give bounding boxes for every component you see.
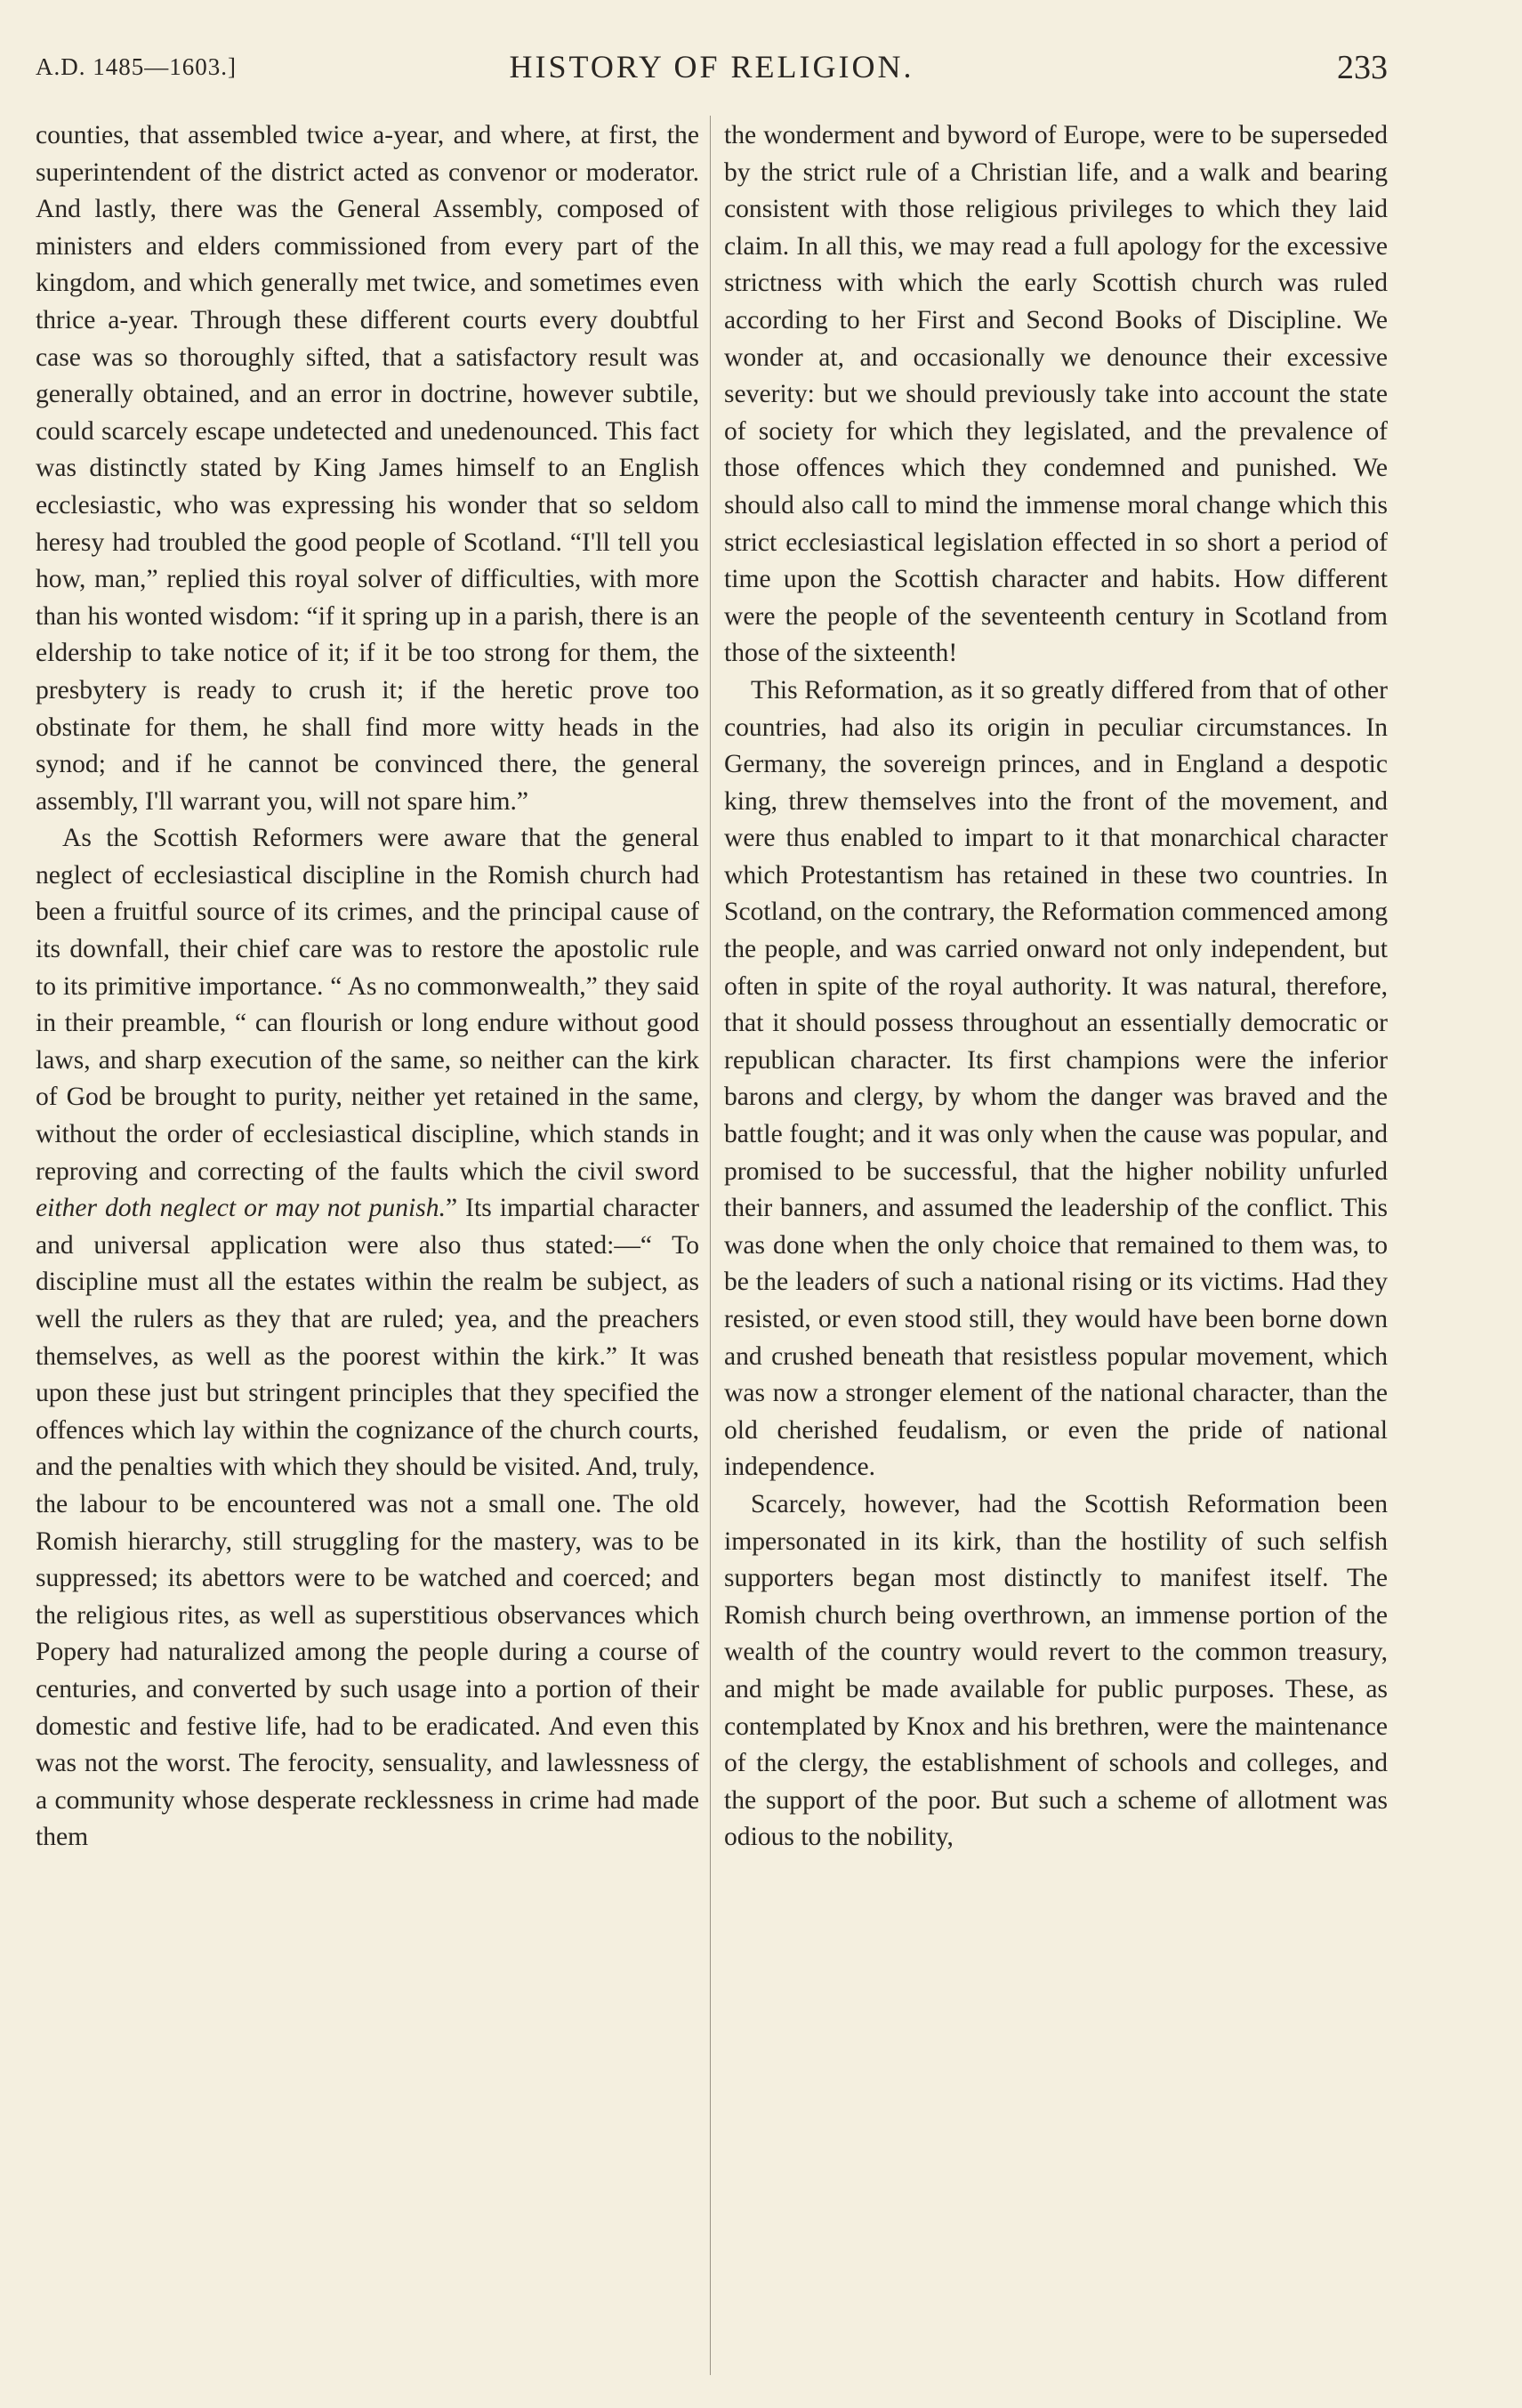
- paragraph-continued: counties, that assembled twice a-year, and where, at first, the superintendent of the district acted as convenor or moderator. And lastly, there was the General Assembly, composed of ministers and elders commissioned from every part of the kingdom, and which generally met twice, and sometimes even thrice a-year. Through these different courts every doubtful case was so thoroughly sifted, that a satisfactory result was generally obtained, and an error in doctrine, however subtile, could scarcely escape undetected and unedenounced. This fact was distinctly stated by King James himself to an English ecclesiastic, who was expressing his wonder that so seldom heresy had troubled the good people of Scotland. “I'll tell you how, man,” replied this royal solver of difficulties, with more than his wonted wisdom: “if it spring up in a parish, there is an eldership to take notice of it; if it be too strong for them, the presbytery is ready to crush it; if the heretic prove too obstinate for them, he shall find more witty heads in the synod; and if he cannot be convinced there, the general assembly, I'll warrant you, will not spare him.”: [36, 121, 699, 816]
- paragraph-origin: This Reformation, as it so greatly differed from that of other countries, had also its origin in peculiar circumstances. In Germany, the sovereign princes, and in England a despotic king, threw themselves into the front of the movement, and were thus enabled to impart to it that monarchical character which Protestantism has retained in these two countries. In Scotland, on the contrary, the Reformation commenced among the people, and was carried onward not only independent, but often in spite of the royal authority. It was natural, therefore, that it should possess throughout an essentially democratic or republican character. Its first champions were the inferior barons and clergy, by whom the danger was braved and the battle fought; and it was only when the cause was popular, and promised to be successful, that the higher nobility unfurled their banners, and assumed the leadership of the conflict. This was done when the only choice that remained to them was, to be the leaders of such a national rising or its victims. Had they resisted, or even stood still, they would have been borne down and crushed beneath that resistless popular movement, which was now a stronger element of the national character, than the old cherished feudalism, or even the pride of national independence.: [724, 675, 1388, 1482]
- paragraph-continued-right: the wonderment and byword of Europe, were to be superseded by the strict rule of a Christian life, and a walk and bearing consistent with those religious privileges to which they laid claim. In all this, we may read a full apology for the excessive strictness with which the early Scottish church was ruled according to her First and Second Books of Discipline. We wonder at, and occasionally we denounce their excessive severity: but we should previously take into account the state of society for which they legislated, and the prevalence of those offences which they condemned and punished. We should also call to mind the immense moral change which this strict ecclesiastical legislation effected in so short a period of time upon the Scottish character and habits. How different were the people of the seventeenth century in Scotland from those of the sixteenth!: [724, 121, 1388, 668]
- paragraph-discipline: [36, 820, 699, 1856]
- column-divider: [710, 116, 711, 2375]
- section-title: HISTORY OF RELIGION.: [509, 49, 914, 85]
- page-number: 233: [1337, 49, 1388, 86]
- running-head: [36, 48, 1388, 93]
- italic-quote: either doth neglect or may not punish.: [36, 1194, 446, 1223]
- paragraph-text-start: As the Scottish Reformers were aware that the general neglect of ecclesiastical discipline in the Romish church had been a fruitful source of its crimes, and the principal cause of its downfall, their chief care was to restore the apostolic rule to its primitive importance. “ As no commonwealth,” they said in their preamble, “ can flourish or long endure without good laws, and sharp execution of the same, so neither can the kirk of God be brought to purity, neither yet retained in the same, without the order of ecclesiastical discipline, which stands in reproving and correcting of the faults which the civil sword: [36, 824, 699, 1186]
- paragraph-hostility: Scarcely, however, had the Scottish Reformation been impersonated in its kirk, than the hostility of such selfish supporters began most distinctly to manifest itself. The Romish church being overthrown, an immense portion of the wealth of the country would revert to the common treasury, and might be made available for public purposes. These, as contemplated by Knox and his brethren, were the maintenance of the clergy, the establishment of schools and colleges, and the support of the poor. But such a scheme of allotment was odious to the nobility,: [724, 1489, 1388, 1852]
- left-column: [36, 117, 699, 1856]
- paragraph-text-end: ” Its impartial character and universal application were also thus stated:—“ To discipline must all the estates within the realm be subject, as well the rulers as they that are ruled; yea, and the preachers themselves, as well as the poorest within the kirk.” It was upon these just but stringent principles that they specified the offences which lay within the cognizance of the church courts, and the penalties with which they should be visited. And, truly, the labour to be encountered was not a small one. The old Romish hierarchy, still struggling for the mastery, was to be suppressed; its abettors were to be watched and coerced; and the religious rites, as well as superstitious observances which Popery had naturalized among the people during a course of centuries, and converted by such usage into a portion of their domestic and festive life, had to be eradicated. And even this was not the worst. The ferocity, sensuality, and lawlessness of a community whose desperate recklessness in crime had made them: [36, 1194, 699, 1852]
- right-column: [724, 117, 1388, 1856]
- date-range-header: A.D. 1485—1603.]: [36, 53, 237, 80]
